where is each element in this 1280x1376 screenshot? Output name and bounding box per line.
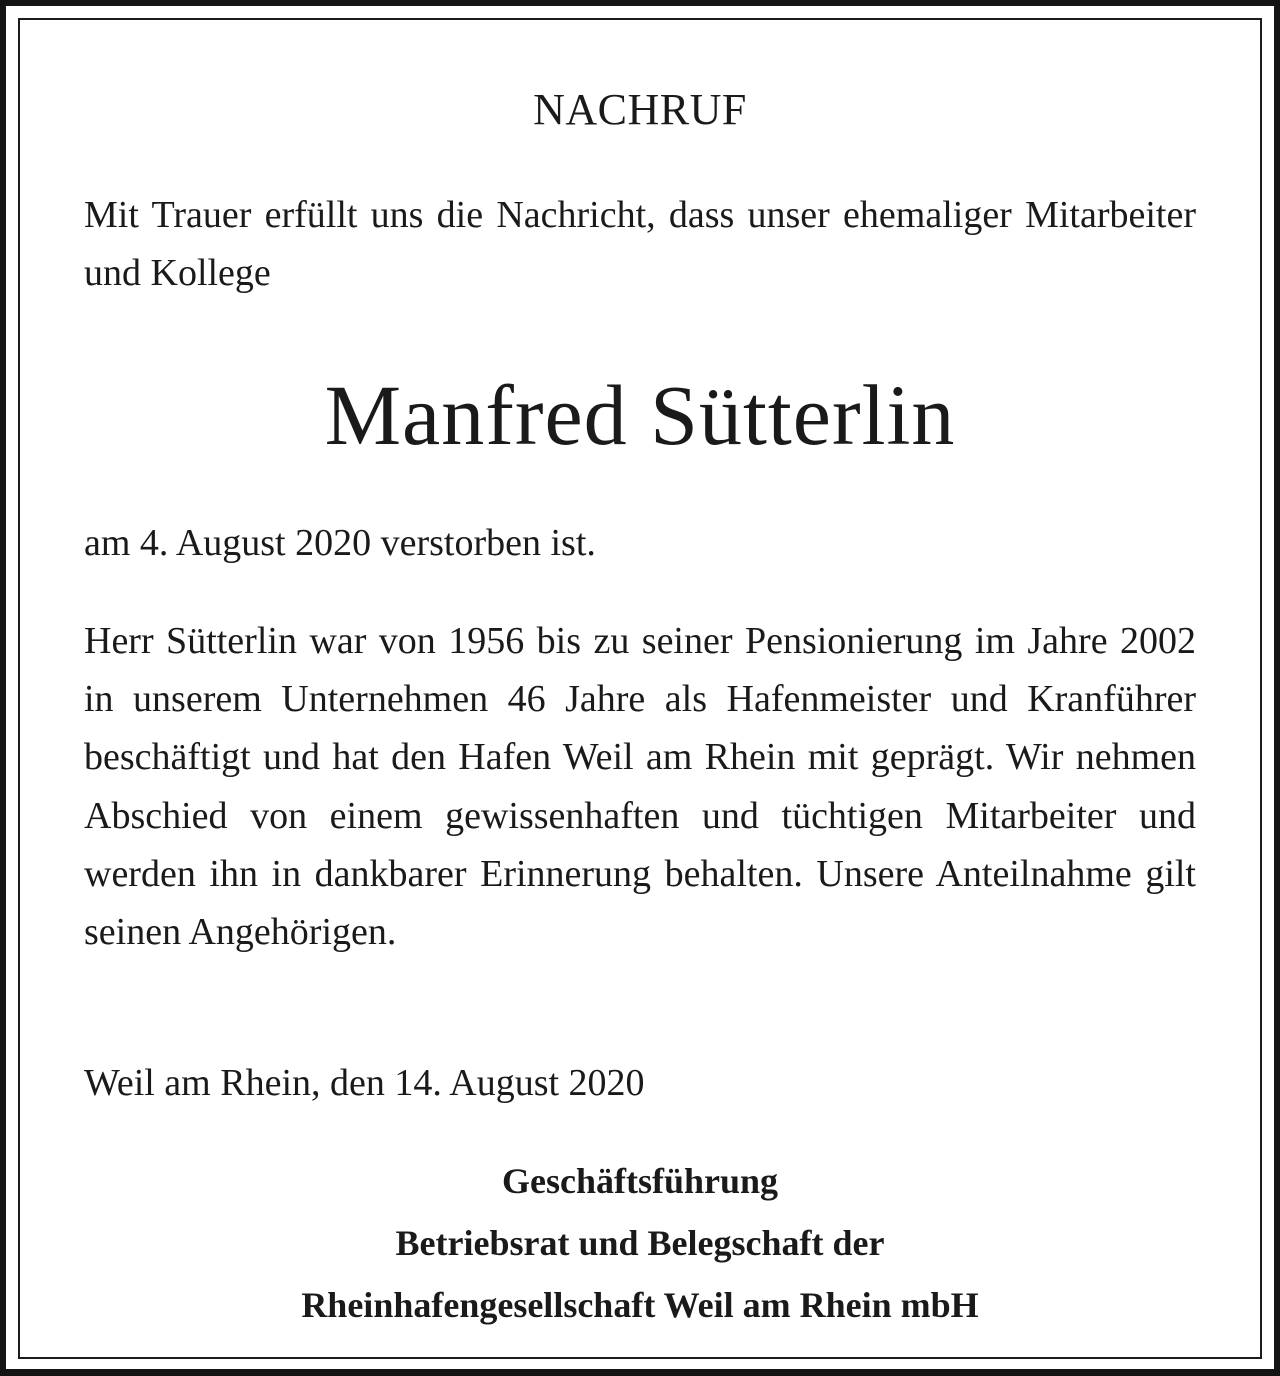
death-date-line: am 4. August 2020 verstorben ist. [84, 522, 596, 564]
place-and-date: Weil am Rhein, den 14. August 2020 [84, 1062, 645, 1104]
signatories [84, 1150, 1196, 1336]
obituary-notice [18, 18, 1262, 1359]
obituary-border-gap [6, 6, 1274, 1369]
obituary-content [84, 20, 1196, 1357]
obituary-body: Herr Sütterlin war von 1956 bis zu seiner Pensionierung im Jahre 2002 in unserem Unternehmen 46 Jahre als Hafenmeister und Kranführer beschäftigt und hat den Hafen Weil am Rhein mit geprägt. Wir nehmen Abschied von einem gewissenhaften und tüchtigen Mitarbeiter und werden ihn in dankbarer Erinnerung behalten. Unsere Anteilnahme gilt seinen Angehörigen. [84, 620, 1196, 954]
deceased-name: Manfred Sütterlin [324, 367, 956, 463]
signatory-management: Geschäftsführung [501, 1161, 779, 1201]
intro-text: Mit Trauer erfüllt uns die Nachricht, dass unser ehemaliger Mitarbeiter und Kollege [84, 194, 1196, 294]
signatory-works-council: Betriebsrat und Belegschaft der [395, 1223, 885, 1263]
signatory-company: Rheinhafengesellschaft Weil am Rhein mbH [301, 1285, 979, 1325]
notice-heading: NACHRUF [533, 85, 747, 134]
